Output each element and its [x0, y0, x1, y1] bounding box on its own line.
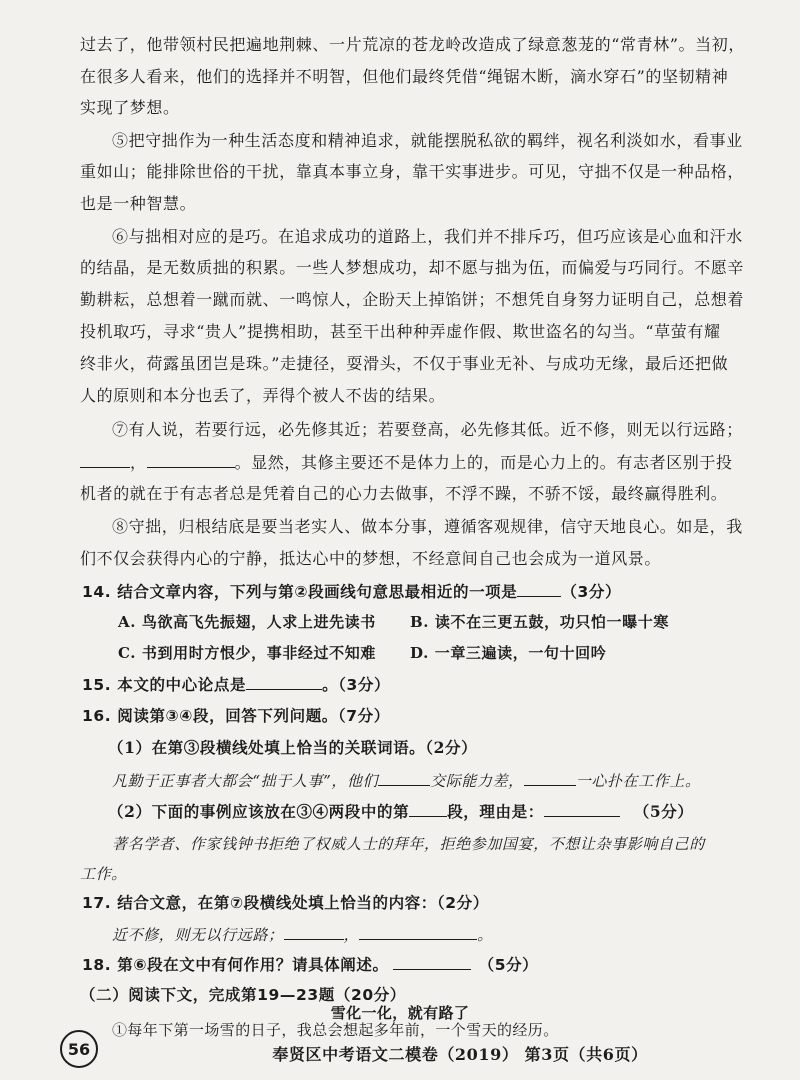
paragraph-6: ⑥与拙相对应的是巧。在追求成功的道路上，我们并不排斥巧，但巧应该是心血和汗水 — [112, 227, 743, 246]
text-line: 在很多人看来，他们的选择并不明智，但他们最终凭借“绳锯木断，滴水穿石”的坚韧精神 — [80, 67, 729, 86]
text-segment: ， — [343, 926, 360, 944]
paragraph-5: ⑤把守拙作为一种生活态度和精神追求，就能摆脱私欲的羁绊，视名利淡如水，看事业 — [112, 131, 743, 150]
essay-paragraph-1: ①每年下第一场雪的日子，我总会想起多年前，一个雪天的经历。 — [112, 1021, 559, 1039]
text-segment: 近不修，则无以行远路； — [112, 926, 284, 944]
fill-blank-2[interactable] — [147, 451, 235, 468]
fill-blank-1[interactable] — [80, 451, 130, 468]
question-text: （2）下面的事例应该放在③④两段中的第 — [108, 802, 410, 821]
question-18 — [82, 953, 742, 976]
question-16: 16. 阅读第③④段，回答下列问题。（7分） — [82, 707, 390, 725]
text-segment: 。显然，其修主要还不是体力上的，而是心力上的。有志者区别于投 — [234, 453, 733, 472]
question-16-2 — [108, 800, 768, 823]
option-a[interactable]: A. 鸟欲高飞先振翅，人求上进先读书 — [118, 613, 376, 631]
question-text: 18. 第⑥段在文中有何作用？请具体阐述。 — [82, 956, 389, 974]
text-line: 实现了梦想。 — [80, 98, 180, 117]
answer-blank[interactable] — [544, 800, 620, 817]
score: （5分） — [478, 956, 539, 974]
question-text: 14. 结合文章内容，下列与第②段画线句意思最相近的一项是 — [82, 583, 518, 601]
text-segment: 交际能力差， — [430, 772, 524, 790]
option-d[interactable]: D. 一章三遍读，一句十回吟 — [410, 644, 607, 662]
text-segment: 一心扑在工作上。 — [575, 772, 701, 790]
answer-blank[interactable] — [284, 923, 344, 940]
handwritten-line: 工作。 — [80, 865, 127, 883]
answer-blank[interactable] — [524, 769, 576, 786]
comma: ， — [130, 453, 147, 472]
text-segment: 。 — [477, 926, 493, 944]
text-line: 过去了，他带领村民把遍地荆棘、一片荒凉的苍龙岭改造成了绿意葱茏的“常青林”。当初， — [80, 35, 745, 54]
handwritten-line — [112, 769, 772, 792]
text-line: 投机取巧，寻求“贵人”提携相助，甚至干出种种弄虚作假、欺世盗名的勾当。“草萤有耀 — [80, 322, 721, 341]
text-line — [80, 451, 740, 474]
text-line: 重如山；能排除世俗的干扰，靠真本事立身，靠干实事进步。可见，守拙不仅是一种品格， — [80, 162, 745, 181]
option-b[interactable]: B. 读不在三更五鼓，功只怕一曝十寒 — [410, 613, 669, 631]
text-line: 也是一种智慧。 — [80, 194, 197, 213]
answer-blank[interactable] — [359, 923, 477, 940]
question-text: 15. 本文的中心论点是 — [82, 676, 247, 694]
page-number-badge: 56 — [60, 1030, 98, 1068]
essay-title: 雪化一化，就有路了 — [330, 1004, 470, 1022]
paragraph-8: ⑧守拙，归根结底是要当老实人、做本分事，遵循客观规律，信守天地良心。如是，我 — [112, 517, 743, 536]
footer: 奉贤区中考语文二模卷（2019） 第3页（共6页） — [272, 1045, 648, 1064]
text-line: 终非火，荷露虽团岂是珠。”走捷径，耍滑头，不仅于事业无补、与成功无缘，最后还把做 — [80, 354, 729, 373]
text-line: 们不仅会获得内心的宁静，抵达心中的梦想，不经意间自己也会成为一道风景。 — [80, 549, 662, 568]
question-15 — [82, 673, 742, 696]
answer-blank[interactable] — [393, 953, 471, 970]
answer-blank[interactable] — [517, 580, 561, 597]
option-c[interactable]: C. 书到用时方恨少，事非经过不知难 — [118, 644, 376, 662]
handwritten-line: 著名学者、作家钱钟书拒绝了权威人士的拜年，拒绝参加国宴，不想让杂事影响自己的 — [112, 835, 705, 853]
text-line: 的结晶，是无数质拙的积累。一些人梦想成功，却不愿与拙为伍，而偏爱与巧同行。不愿辛 — [80, 258, 745, 277]
score: （5分） — [633, 802, 694, 821]
question-16-1: （1）在第③段横线处填上恰当的关联词语。（2分） — [108, 738, 478, 757]
question-17: 17. 结合文意，在第⑦段横线处填上恰当的内容：（2分） — [82, 894, 489, 912]
handwritten-line — [112, 923, 772, 946]
text-line: 勤耕耘，总想着一蹴而就、一鸣惊人，企盼天上掉馅饼；不想凭自身努力证明自己，总想着 — [80, 290, 745, 309]
score: 。（3分） — [322, 676, 391, 694]
answer-blank[interactable] — [246, 673, 322, 690]
text-line: 人的原则和本分也丢了，弄得个被人不齿的结果。 — [80, 386, 446, 405]
text-segment: 段，理由是： — [447, 802, 544, 821]
paragraph-7: ⑦有人说，若要行远，必先修其近；若要登高，必先修其低。近不修，则无以行远路； — [112, 420, 743, 439]
answer-blank[interactable] — [409, 800, 447, 817]
score: （3分） — [561, 583, 622, 601]
text-line: 机者的就在于有志者总是凭着自己的心力去做事，不浮不躁，不骄不馁，最终赢得胜利。 — [80, 484, 728, 503]
question-14 — [82, 580, 742, 603]
answer-blank[interactable] — [378, 769, 430, 786]
text-segment: 凡勤于正事者大都会“拙于人事”，他们 — [112, 772, 379, 790]
section-2-header: （二）阅读下文，完成第19—23题（20分） — [80, 986, 406, 1004]
